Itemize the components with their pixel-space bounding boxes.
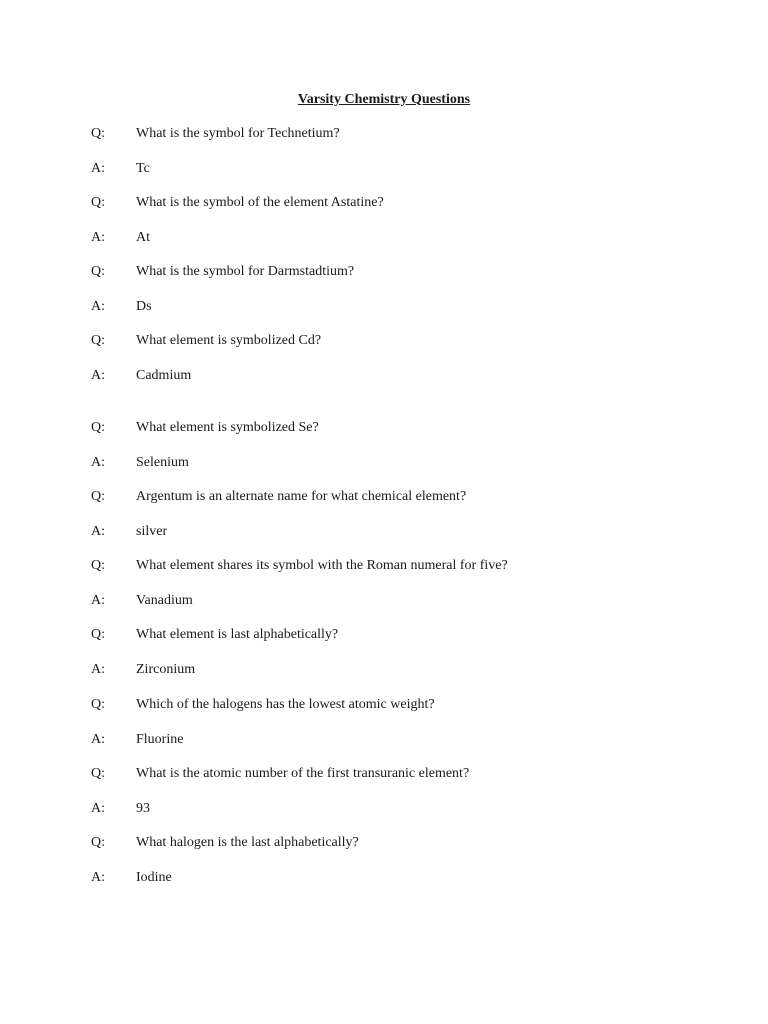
question-row bbox=[0, 695, 768, 715]
answer-row bbox=[0, 159, 768, 179]
question-text: What is the symbol for Darmstadtium? bbox=[136, 264, 355, 279]
question-row bbox=[0, 764, 768, 784]
answer-row bbox=[0, 297, 768, 317]
answer-text: At bbox=[136, 230, 150, 245]
question-text: What halogen is the last alphabetically? bbox=[136, 835, 359, 850]
answer-row bbox=[0, 660, 768, 680]
answer-text: Iodine bbox=[136, 870, 172, 885]
answer-text: Vanadium bbox=[136, 593, 193, 608]
question-row bbox=[0, 262, 768, 282]
answer-marker: A: bbox=[91, 455, 105, 470]
question-marker: Q: bbox=[91, 195, 105, 210]
answer-text: Selenium bbox=[136, 455, 189, 470]
document-title: Varsity Chemistry Questions bbox=[297, 92, 471, 107]
answer-row bbox=[0, 453, 768, 473]
question-text: What is the symbol of the element Astatine? bbox=[136, 195, 384, 210]
question-row bbox=[0, 124, 768, 144]
answer-marker: A: bbox=[91, 593, 105, 608]
answer-text: Ds bbox=[136, 299, 152, 314]
answer-row bbox=[0, 799, 768, 819]
answer-text: 93 bbox=[136, 801, 150, 816]
answer-marker: A: bbox=[91, 662, 105, 677]
answer-row bbox=[0, 522, 768, 542]
question-marker: Q: bbox=[91, 766, 105, 781]
question-row bbox=[0, 193, 768, 213]
answer-marker: A: bbox=[91, 801, 105, 816]
answer-text: silver bbox=[136, 524, 168, 539]
answer-marker: A: bbox=[91, 299, 105, 314]
answer-text: Cadmium bbox=[136, 368, 192, 383]
answer-row bbox=[0, 730, 768, 750]
question-marker: Q: bbox=[91, 697, 105, 712]
question-marker: Q: bbox=[91, 420, 105, 435]
question-marker: Q: bbox=[91, 126, 105, 141]
question-row bbox=[0, 331, 768, 351]
answer-row bbox=[0, 228, 768, 248]
answer-text: Zirconium bbox=[136, 662, 196, 677]
question-text: What element is symbolized Cd? bbox=[136, 333, 322, 348]
question-text: Which of the halogens has the lowest atomic weight? bbox=[136, 697, 435, 712]
question-text: What is the atomic number of the first transuranic element? bbox=[136, 766, 470, 781]
answer-text: Fluorine bbox=[136, 732, 184, 747]
question-row bbox=[0, 487, 768, 507]
question-marker: Q: bbox=[91, 627, 105, 642]
question-text: What element is last alphabetically? bbox=[136, 627, 339, 642]
question-marker: Q: bbox=[91, 333, 105, 348]
question-marker: Q: bbox=[91, 489, 105, 504]
question-text: What is the symbol for Technetium? bbox=[136, 126, 340, 141]
question-row bbox=[0, 833, 768, 853]
answer-marker: A: bbox=[91, 230, 105, 245]
answer-marker: A: bbox=[91, 732, 105, 747]
question-marker: Q: bbox=[91, 264, 105, 279]
question-row bbox=[0, 556, 768, 576]
answer-text: Tc bbox=[136, 161, 150, 176]
question-text: What element is symbolized Se? bbox=[136, 420, 319, 435]
question-row bbox=[0, 625, 768, 645]
question-text: What element shares its symbol with the Roman numeral for five? bbox=[136, 558, 508, 573]
answer-row bbox=[0, 366, 768, 386]
answer-marker: A: bbox=[91, 368, 105, 383]
answer-row bbox=[0, 868, 768, 888]
answer-marker: A: bbox=[91, 161, 105, 176]
answer-marker: A: bbox=[91, 524, 105, 539]
question-marker: Q: bbox=[91, 835, 105, 850]
question-row bbox=[0, 418, 768, 438]
question-marker: Q: bbox=[91, 558, 105, 573]
answer-marker: A: bbox=[91, 870, 105, 885]
answer-row bbox=[0, 591, 768, 611]
question-text: Argentum is an alternate name for what chemical element? bbox=[136, 489, 467, 504]
